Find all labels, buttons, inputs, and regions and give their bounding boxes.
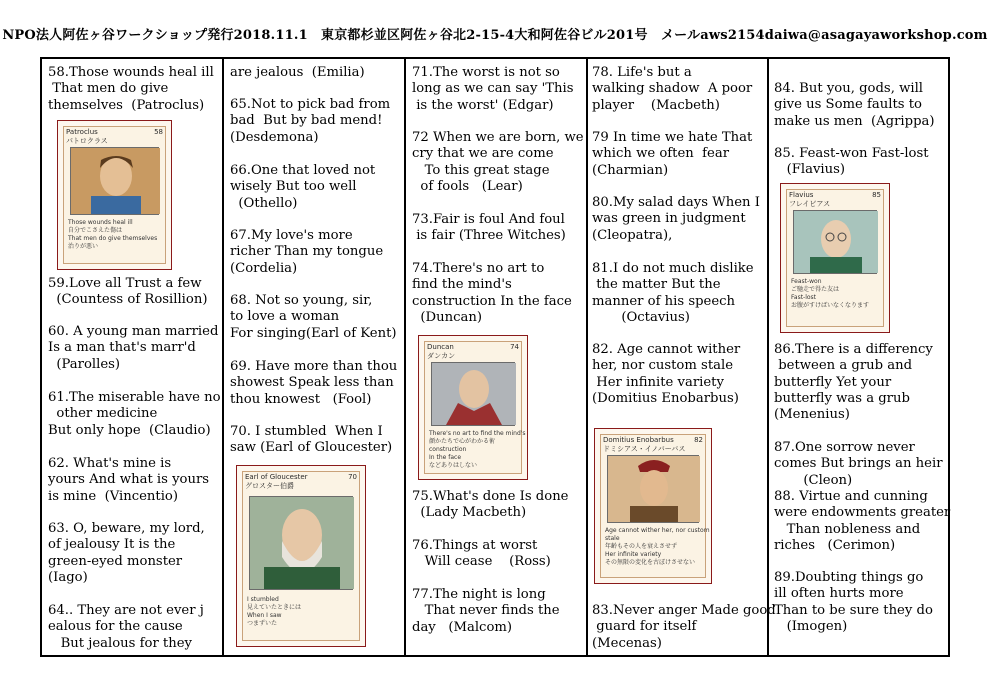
quote-67: 67.My love's more richer Than my tongue (Cordelia) <box>230 228 384 276</box>
card-patroclus <box>57 120 172 270</box>
quote-86: 86.There is a differency between a grub and butterfly Yet your butterfly was a grub (Menenius) <box>774 342 933 423</box>
portrait-image <box>793 210 877 274</box>
quote-61: 61.The miserable have no other medicine But only hope (Claudio) <box>48 390 221 438</box>
card-caption: There's no art to find the mind's 顔かたちで心がわかる術 construction In the face などありはしない <box>429 430 526 469</box>
quote-76: 76.Things at worst Will cease (Ross) <box>412 538 551 570</box>
card-number: 85 <box>872 191 881 199</box>
quote-79: 79 In time we hate That which we often fear (Charmian) <box>592 130 753 178</box>
quote-82: 82. Age cannot wither her, nor custom stale Her infinite variety (Domitius Enobarbus) <box>592 342 741 406</box>
card-enobarbus <box>594 428 712 584</box>
quote-74: 74.There's no art to find the mind's construction In the face (Duncan) <box>412 261 572 325</box>
card-caption: Feast-won ご馳走で得た友は Fast-lost お腹がすけばいなくなります <box>791 278 870 309</box>
quote-60: 60. A young man married Is a man that's marr'd (Parolles) <box>48 324 219 372</box>
quote-73: 73.Fair is foul And foul is fair (Three Witches) <box>412 212 566 244</box>
quote-66: 66.One that loved not wisely But too well (Othello) <box>230 163 376 211</box>
quote-70: 70. I stumbled When I saw (Earl of Gloucester) <box>230 424 393 456</box>
quote-59: 59.Love all Trust a few (Countess of Rosillion) <box>48 276 208 308</box>
card-number: 82 <box>694 436 703 444</box>
quote-85: 85. Feast-won Fast-lost (Flavius) <box>774 146 929 178</box>
quote-88: 88. Virtue and cunning were endowments greater Than nobleness and riches (Cerimon) <box>774 489 951 553</box>
card-caption: Age cannot wither her, nor custom stale 年齢もその人を衰えさせず Her infinite variety その無限の変化を古ぼけさせない <box>605 527 710 566</box>
card-title: Flavius フレイビアス <box>789 191 831 208</box>
quote-72: 72 When we are born, we cry that we are come To this great stage of fools (Lear) <box>412 130 584 194</box>
quote-80: 80.My salad days When I was green in judgment (Cleopatra), <box>592 195 760 243</box>
quote-63: 63. O, beware, my lord, of jealousy It is the green-eyed monster (Iago) <box>48 521 205 585</box>
portrait-image <box>607 455 699 523</box>
column-divider <box>767 57 769 657</box>
card-duncan <box>418 335 528 480</box>
quote-78: 78. Life's but a walking shadow A poor player (Macbeth) <box>592 65 753 113</box>
quote-75: 75.What's done Is done (Lady Macbeth) <box>412 489 569 521</box>
quote-87: 87.One sorrow never comes But brings an heir (Cleon) <box>774 440 943 488</box>
quote-62: 62. What's mine is yours And what is yours is mine (Vincentio) <box>48 456 210 504</box>
quote-84: 84. But you, gods, will give us Some faults to make us men (Agrippa) <box>774 81 935 129</box>
quote-89: 89.Doubting things go ill often hurts more Than to be sure they do (Imogen) <box>774 570 933 634</box>
column-divider <box>222 57 224 657</box>
quote-77: 77.The night is long That never finds the day (Malcom) <box>412 587 560 635</box>
quote-71: 71.The worst is not so long as we can say 'This is the worst' (Edgar) <box>412 65 574 113</box>
portrait-image <box>70 147 159 215</box>
column-divider <box>404 57 406 657</box>
card-caption: I stumbled 見えていたときには When I saw つまずいた <box>247 596 302 627</box>
portrait-image <box>431 362 515 426</box>
quote-64-cont: are jealous (Emilia) <box>230 65 365 80</box>
card-caption: Those wounds heal ill 自分でこさえた傷は That men do give themselves 治りが悪い <box>68 219 158 250</box>
quote-58: 58.Those wounds heal ill That men do give themselves (Patroclus) <box>48 65 214 113</box>
card-title: Earl of Gloucester グロスター伯爵 <box>245 473 308 490</box>
portrait-image <box>249 496 353 590</box>
quote-64: 64.. They are not ever j ealous for the cause But jealous for they <box>48 603 204 651</box>
column-divider <box>586 57 588 657</box>
card-flavius <box>780 183 890 333</box>
quote-69: 69. Have more than thou showest Speak less than thou knowest (Fool) <box>230 359 398 407</box>
card-number: 74 <box>510 343 519 351</box>
card-title: Domitius Enobarbus ドミシアス・イノバーバス <box>603 436 686 453</box>
card-title: Duncan ダンカン <box>427 343 456 360</box>
card-number: 70 <box>348 473 357 481</box>
page-header: NPO法人阿佐ヶ谷ワークショップ発行2018.11.1 東京都杉並区阿佐ヶ谷北2-15-4大和阿佐谷ビル201号 メールaws2154daiwa@asagayaworkshop.com <box>2 28 988 43</box>
card-gloucester <box>236 465 366 647</box>
card-number: 58 <box>154 128 163 136</box>
quote-83: 83.Never anger Made good guard for itself (Mecenas) <box>592 603 776 651</box>
quote-68: 68. Not so young, sir, to love a woman For singing(Earl of Kent) <box>230 293 397 341</box>
card-title: Patroclus パトロクラス <box>66 128 108 145</box>
quote-65: 65.Not to pick bad from bad But by bad mend! (Desdemona) <box>230 97 391 145</box>
quote-81: 81.I do not much dislike the matter But the manner of his speech (Octavius) <box>592 261 754 325</box>
